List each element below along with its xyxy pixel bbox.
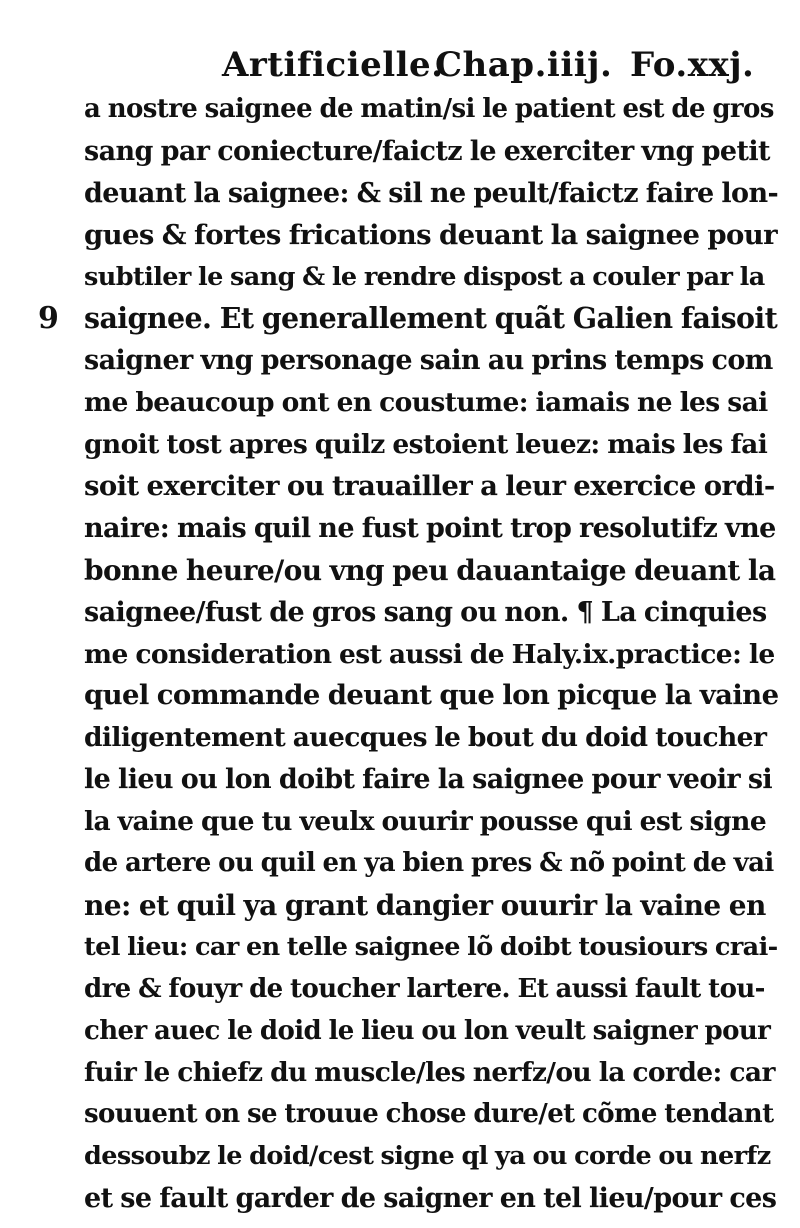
text-line: me consideration est aussi de Haly.ix.practice: le — [84, 638, 775, 670]
text-line: bonne heure/ou vng peu dauantaige deuant la — [84, 553, 776, 587]
text-line: la vaine que tu veulx ouurir pousse qui est signe — [84, 806, 767, 838]
text-line: dessoubz le doid/cest signe ql ya ou corde ou nerfz — [84, 1141, 771, 1172]
running-head-chapter: Chap.iiij. — [435, 45, 613, 85]
text-line: dre & fouyr de toucher lartere. Et aussi fault tou- — [84, 973, 765, 1004]
text-line: a nostre saignee de matin/si le patient est de gros — [84, 94, 774, 124]
text-line: saignee/fust de gros sang ou non. ¶ La cinquies — [84, 596, 767, 628]
text-line: deuant la saignee: & sil ne peult/faictz faire lon- — [84, 177, 779, 209]
running-head — [222, 40, 770, 90]
body-text — [84, 89, 778, 1220]
text-line: diligentement auecques le bout du doid toucher — [84, 722, 767, 754]
text-line: de artere ou quil en ya bien pres & nõ point de vai — [84, 848, 774, 879]
text-line: saignee. Et generallement quãt Galien faisoit — [84, 301, 778, 336]
text-line: naire: mais quil ne fust point trop resolutifz vne — [84, 512, 776, 544]
text-line: gnoit tost apres quilz estoient leuez: mais les fai — [84, 429, 768, 461]
text-line: le lieu ou lon doibt faire la saignee pour veoir si — [84, 764, 773, 796]
text-line: et se fault garder de saigner en tel lieu/pour ces — [84, 1183, 777, 1215]
text-line: gues & fortes frications deuant la saignee pour — [84, 218, 777, 251]
margin-note: 9 — [38, 301, 59, 336]
text-line: quel commande deuant que lon picque la vaine — [84, 679, 779, 712]
text-line: ne: et quil ya grant dangier ouurir la vaine en — [84, 888, 766, 922]
text-line: souuent on se trouue chose dure/et cõme tendant — [84, 1099, 774, 1130]
text-line: saigner vng personage sain au prins temps com — [84, 345, 773, 377]
text-line: subtiler le sang & le rendre dispost a couler par la — [84, 261, 765, 292]
text-line: sang par coniecture/faictz le exerciter vng petit — [84, 135, 770, 167]
running-head-folio: Fo.xxj. — [630, 45, 755, 85]
text-line: cher auec le doid le lieu ou lon veult saigner pour — [84, 1015, 771, 1046]
running-head-title: Artificielle. — [222, 45, 444, 85]
text-line: soit exerciter ou trauailler a leur exercice ordi- — [84, 470, 775, 503]
text-line: fuir le chiefz du muscle/les nerfz/ou la corde: car — [84, 1057, 775, 1089]
text-line: me beaucoup ont en coustume: iamais ne les sai — [84, 387, 768, 419]
text-line: tel lieu: car en telle saignee lõ doibt tousiours crai- — [84, 931, 778, 962]
